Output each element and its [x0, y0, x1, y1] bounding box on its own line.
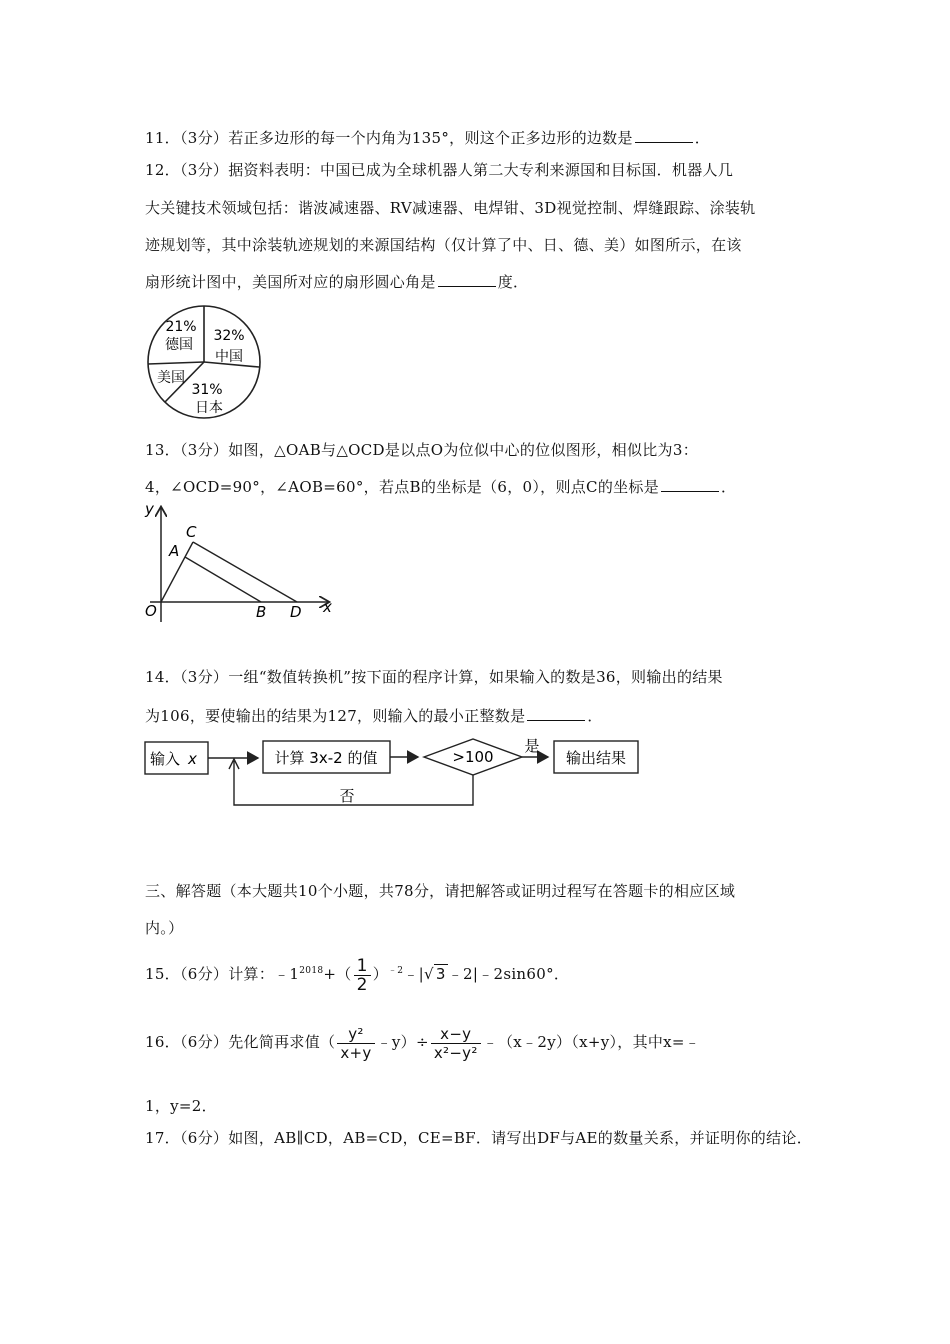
- q15-exponent-2: ﹣2: [388, 966, 404, 976]
- pie-chart: [143, 304, 267, 422]
- q15-fraction: [354, 957, 371, 994]
- q15-close: ）: [372, 965, 388, 983]
- label-D: D: [290, 603, 302, 621]
- q12-line-1: 12．（3分）据资料表明：中国已成为全球机器人第二大专利来源国和目标国．机器人几: [145, 161, 734, 179]
- pie-slice-usa-label: 美国: [157, 370, 185, 386]
- q16-fraction-2: [431, 1025, 481, 1062]
- q12-text: 扇形统计图中，美国所对应的扇形圆心角是: [145, 273, 436, 291]
- q13-text: 4，∠OCD=90°，∠AOB=60°，若点B的坐标是（6，0），则点C的坐标是: [145, 478, 660, 496]
- pie-slice-china-value: 32%: [213, 328, 245, 344]
- label-O: O: [145, 602, 157, 620]
- q15-plus: +（: [323, 965, 352, 983]
- q15-exponent: 2018: [299, 966, 324, 976]
- q12-line-2: 大关键技术领域包括：谐波减速器、RV减速器、电焊钳、3D视觉控制、焊缝跟踪、涂装轨: [145, 199, 756, 217]
- q15-sqrt-arg: 3: [435, 965, 446, 983]
- q11-suffix: ．: [694, 129, 711, 147]
- label-A: A: [169, 542, 180, 560]
- flow-yes-label: 是: [524, 737, 540, 755]
- flow-output-label: 输出结果: [565, 749, 627, 767]
- pie-slice-china-label: 中国: [215, 349, 243, 365]
- pie-slice-japan-label: 日本: [195, 400, 223, 416]
- q11-text: 11．（3分）若正多边形的每一个内角为135°，则这个正多边形的边数是: [145, 129, 633, 147]
- segment-AB: [185, 557, 261, 602]
- q14-line-2: [145, 706, 603, 726]
- section3-line-1: 三、解答题（本大题共10个小题，共78分，请把解答或证明过程写在答题卡的相应区域: [145, 882, 736, 900]
- q15-line: [145, 955, 569, 994]
- flow-condition-label: >100: [452, 748, 494, 766]
- q12-suffix: 度．: [497, 273, 529, 291]
- flowchart: [140, 735, 645, 810]
- q14-suffix: ．: [587, 707, 603, 725]
- q16-f1-num: y²: [337, 1025, 374, 1044]
- q16-mid: ﹣y）÷: [376, 1033, 429, 1051]
- label-C: C: [186, 523, 197, 541]
- pie-divider-germany-usa: [148, 362, 204, 364]
- q15-tail: ﹣2|﹣2sin60°．: [447, 965, 570, 983]
- flow-compute-label: 计算 3x-2 的值: [274, 749, 378, 767]
- q16-suffix: ﹣（x﹣2y）（x+y），其中x=﹣: [482, 1033, 701, 1051]
- q11-line: [145, 128, 710, 148]
- flow-input-var: x: [188, 750, 197, 768]
- q16-text: 16．（6分）先化简再求值（: [145, 1033, 336, 1051]
- pie-slice-germany-value: 21%: [165, 319, 197, 335]
- label-y: y: [145, 500, 154, 518]
- q16-line-2: 1，y=2．: [145, 1097, 217, 1115]
- sqrt-icon: √: [423, 965, 434, 983]
- label-x: x: [323, 598, 332, 616]
- q14-line-1: 14．（3分）一组“数值转换机”按下面的程序计算，如果输入的数是36，则输出的结果: [145, 668, 723, 686]
- label-B: B: [256, 603, 267, 621]
- q13-triangle-figure: [140, 500, 340, 625]
- q15-text: 15．（6分）计算：﹣1: [145, 965, 300, 983]
- q16-f1-den: x+y: [340, 1043, 372, 1062]
- flow-no-label: 否: [339, 787, 355, 805]
- flow-input-label: 输入: [150, 750, 181, 768]
- q13-line-1: 13．（3分）如图，△OAB与△OCD是以点O为位似中心的位似图形，相似比为3：: [145, 441, 698, 459]
- q13-line-2: [145, 477, 736, 497]
- q13-suffix: ．: [721, 478, 737, 496]
- q16-fraction-1: [337, 1025, 374, 1062]
- q15-fraction-den: 2: [356, 974, 368, 995]
- pie-slice-germany-label: 德国: [165, 337, 193, 353]
- q12-line-4: [145, 272, 528, 292]
- q14-text: 为106，要使输出的结果为127，则输入的最小正整数是: [145, 707, 526, 725]
- q15-abs-open: ﹣|: [403, 965, 424, 983]
- q15-fraction-num: 1: [354, 957, 371, 976]
- q16-line-1: [145, 1022, 700, 1062]
- answer-blank: [661, 477, 719, 492]
- q12-line-3: 迹规划等，其中涂装轨迹规划的来源国结构（仅计算了中、日、德、美）如图所示，在该: [145, 236, 742, 254]
- answer-blank: [527, 706, 585, 721]
- section3-line-2: 内。）: [145, 919, 184, 937]
- answer-blank: [635, 128, 693, 143]
- pie-slice-japan-value: 31%: [191, 382, 223, 398]
- q16-f2-num: x−y: [431, 1025, 481, 1044]
- q17-line-1: 17．（6分）如图，AB∥CD，AB=CD，CE=BF．请写出DF与AE的数量关系，并证明你的结论．: [145, 1129, 812, 1147]
- q16-f2-den: x²−y²: [433, 1043, 478, 1062]
- answer-blank: [438, 272, 496, 287]
